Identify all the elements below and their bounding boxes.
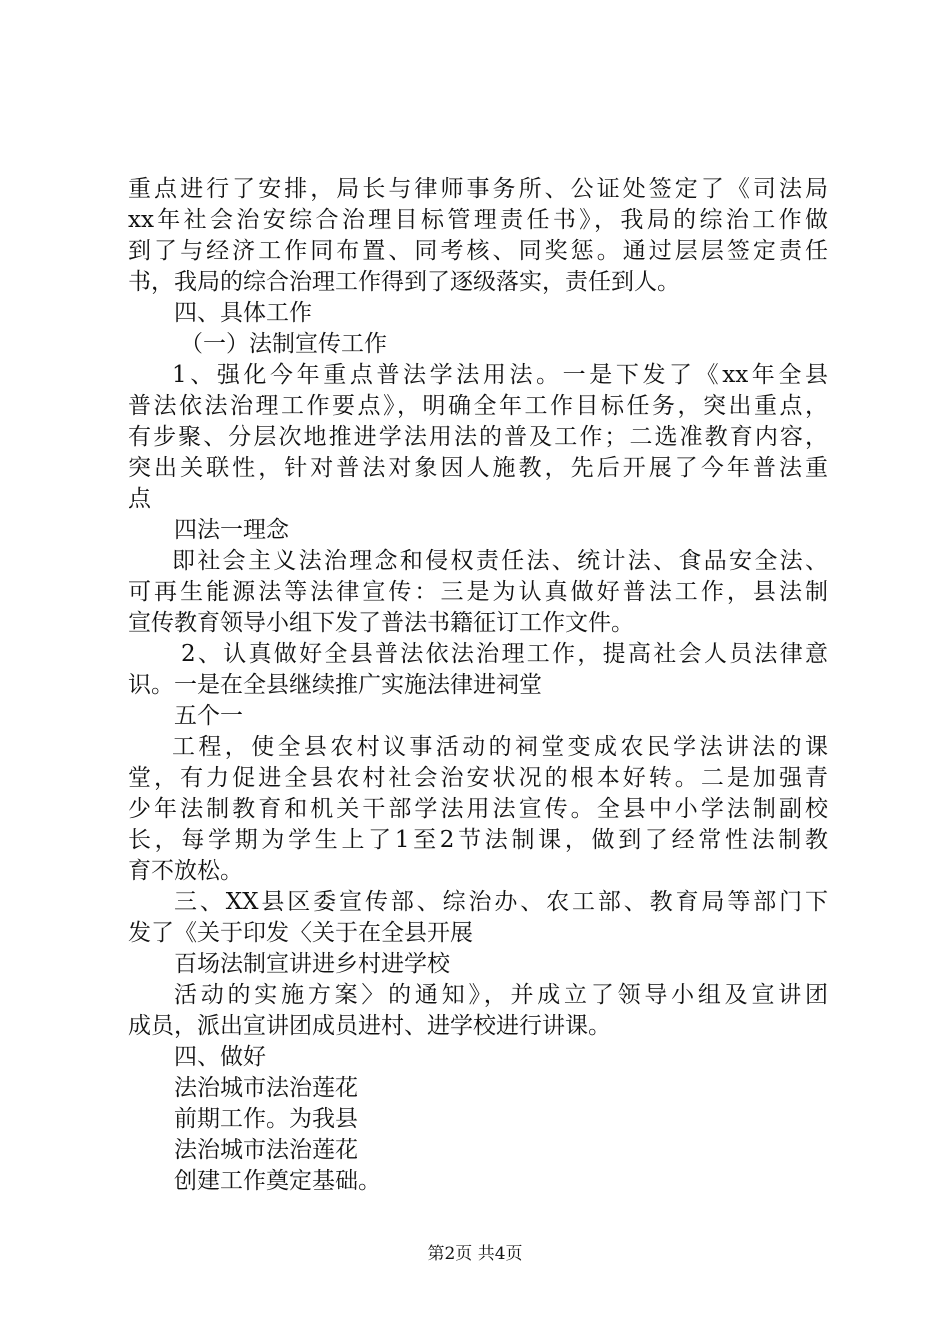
text-line: 点: [128, 486, 151, 512]
text-line: 成员，派出宣讲团成员进村、进学校进行讲课。: [128, 1013, 611, 1039]
text-line: 活动的实施方案〉的通知》，并成立了领导小组及宣讲团: [174, 982, 828, 1008]
text-line: 书，我局的综合治理工作得到了逐级落实，责任到人。: [128, 269, 680, 295]
text-line: 发了《关于印发〈关于在全县开展: [128, 920, 473, 946]
text-line: 重点进行了安排，局长与律师事务所、公证处签定了《司法局: [128, 176, 828, 202]
text-line: 堂，有力促进全县农村社会治安状况的根本好转。二是加强青: [128, 765, 828, 791]
text-line: 少年法制教育和机关干部学法用法宣传。全县中小学法制副校: [128, 796, 828, 822]
text-line: 到了与经济工作同布置、同考核、同奖惩。通过层层签定责任: [128, 238, 828, 264]
page-footer: 第2页 共4页: [427, 1244, 523, 1264]
text-line: 五个一: [174, 703, 243, 729]
text-line: 识。一是在全县继续推广实施法律进祠堂: [128, 672, 542, 698]
text-line: 1、强化今年重点普法学法用法。一是下发了《xx年全县: [172, 362, 828, 388]
text-line: 法治城市法治莲花: [174, 1137, 358, 1163]
text-line: 三、XX县区委宣传部、综治办、农工部、教育局等部门下: [174, 889, 828, 915]
text-line: xx年社会治安综合治理目标管理责任书》，我局的综治工作做: [128, 207, 828, 233]
text-line: 百场法制宣讲进乡村进学校: [174, 951, 450, 977]
text-line: 四、做好: [174, 1044, 266, 1070]
text-line: 工程，使全县农村议事活动的祠堂变成农民学法讲法的课: [172, 734, 828, 760]
text-line: 2、认真做好全县普法依法治理工作，提高社会人员法律意: [181, 641, 828, 667]
text-line: 创建工作奠定基础。: [174, 1168, 381, 1194]
text-line: 宣传教育领导小组下发了普法书籍征订工作文件。: [128, 610, 634, 636]
text-line: 前期工作。为我县: [174, 1106, 358, 1132]
text-line: 普法依法治理工作要点》，明确全年工作目标任务，突出重点，: [128, 393, 828, 419]
text-line: 可再生能源法等法律宣传：三是为认真做好普法工作，县法制: [128, 579, 828, 605]
text-line: （一）法制宣传工作: [180, 331, 387, 357]
text-line: 四法一理念: [174, 517, 289, 543]
text-line: 育不放松。: [128, 858, 243, 884]
document-body: [128, 174, 828, 1197]
text-line: 有步聚、分层次地推进学法用法的普及工作；二选准教育内容，: [128, 424, 828, 450]
text-line: 突出关联性，针对普法对象因人施教，先后开展了今年普法重: [128, 455, 828, 481]
text-line: 即社会主义法治理念和侵权责任法、统计法、食品安全法、: [172, 548, 828, 574]
text-line: 四、具体工作: [174, 300, 312, 326]
text-line: 长，每学期为学生上了1至2节法制课，做到了经常性法制教: [128, 827, 828, 853]
text-line: 法治城市法治莲花: [174, 1075, 358, 1101]
